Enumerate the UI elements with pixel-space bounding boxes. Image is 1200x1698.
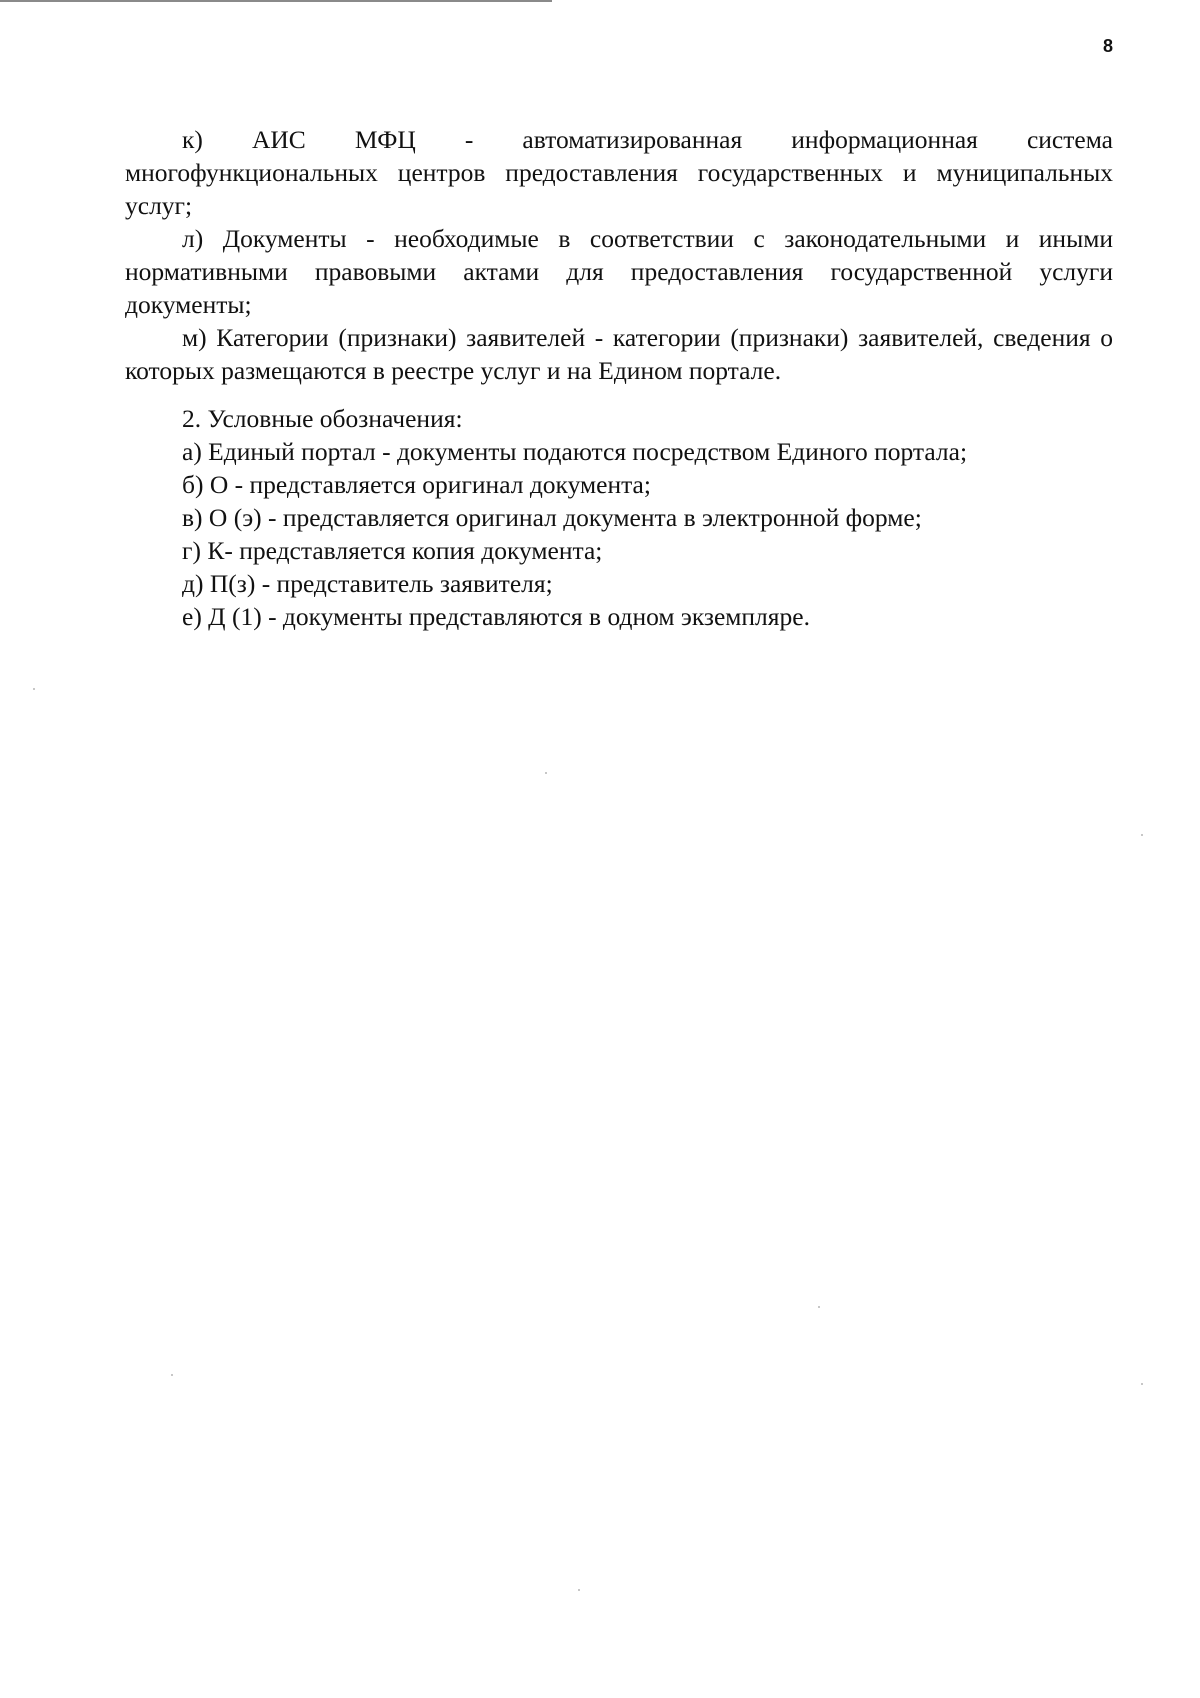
- scan-speck: [1141, 1383, 1143, 1385]
- scan-speck: [1141, 834, 1143, 836]
- notation-item-representative: д) П(з) - представитель заявителя;: [182, 569, 553, 598]
- section-spacer: [125, 387, 1113, 402]
- scan-speck: [33, 688, 35, 690]
- notation-item-unified-portal: а) Единый портал - документы подаются посредством Единого портала;: [182, 437, 968, 466]
- notation-item-single-copy: е) Д (1) - документы представляются в одном экземпляре.: [182, 602, 810, 631]
- definition-applicant-categories: м) Категории (признаки) заявителей - категории (признаки) заявителей, сведения о которых размещаются в реестре услуг и на Едином портале.: [125, 323, 1113, 385]
- notation-heading: 2. Условные обозначения:: [182, 404, 463, 433]
- notation-item-copy: г) К- представляется копия документа;: [182, 536, 603, 565]
- definition-documents: л) Документы - необходимые в соответствии с законодательными и иными нормативными правовыми актами для предоставления государственной услуги документы;: [125, 224, 1113, 319]
- scan-speck: [545, 772, 547, 774]
- document-body: [125, 123, 1113, 633]
- scan-speck: [818, 1306, 820, 1308]
- definition-aic-mfc: к) АИС МФЦ - автоматизированная информационная система многофункциональных центров предоставления государственных и муниципальных услуг;: [125, 125, 1113, 220]
- notation-item-original: б) О - представляется оригинал документа;: [182, 470, 651, 499]
- scan-speck: [171, 1374, 173, 1376]
- scan-speck: [578, 1589, 580, 1591]
- notation-item-electronic-original: в) О (э) - представляется оригинал документа в электронной форме;: [182, 503, 922, 532]
- scan-edge-line: [0, 0, 552, 2]
- page-number: 8: [1102, 36, 1113, 56]
